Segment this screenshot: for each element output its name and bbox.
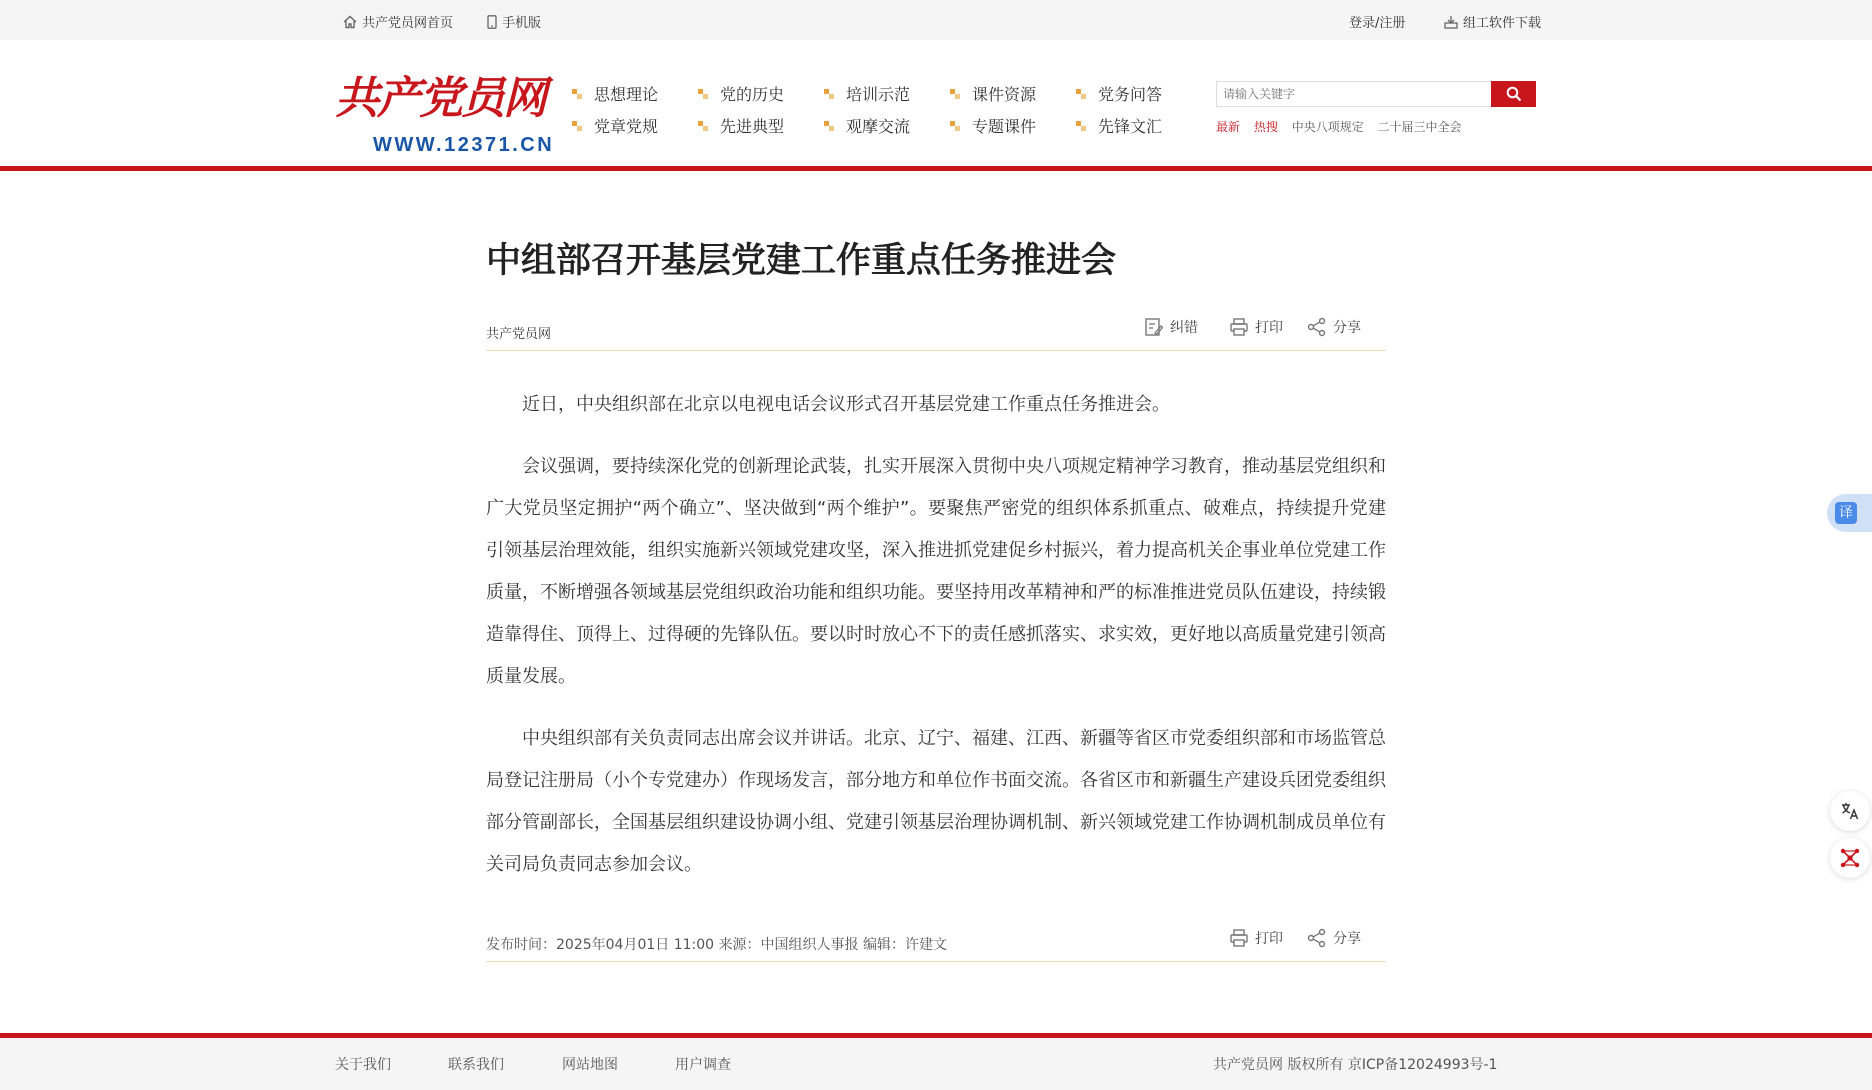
- nav-item-history[interactable]: 党的历史: [698, 82, 784, 105]
- nav-item-models[interactable]: 先进典型: [698, 114, 784, 137]
- translate-label: 译: [1835, 502, 1857, 524]
- printer-icon: [1229, 928, 1249, 948]
- publish-info: 发布时间：2025年04月01日 11:00 来源：中国组织人事报 编辑：许建文: [486, 937, 947, 953]
- share-button-bottom[interactable]: [1307, 928, 1361, 948]
- top-bar: [0, 0, 1872, 40]
- mobile-link-label: 手机版: [502, 16, 542, 31]
- article-source: 共产党员网: [486, 327, 552, 342]
- nav-bullet-icon: [698, 121, 708, 131]
- search-input[interactable]: [1216, 81, 1492, 107]
- print-label: 打印: [1255, 931, 1283, 947]
- nav-bullet-icon: [1076, 121, 1086, 131]
- print-label: 打印: [1255, 320, 1283, 336]
- mobile-link[interactable]: [487, 12, 541, 31]
- hotword-latest[interactable]: 最新: [1216, 120, 1241, 134]
- footer-link-sitemap[interactable]: 网站地图: [562, 1057, 618, 1073]
- copyright: 共产党员网 版权所有 京ICP备12024993号-1: [1213, 1057, 1498, 1073]
- hotword-eight-rules[interactable]: 中央八项规定: [1291, 120, 1364, 134]
- print-button[interactable]: [1229, 317, 1283, 337]
- nav-bullet-icon: [950, 89, 960, 99]
- home-link-label: 共产党员网首页: [362, 16, 454, 31]
- top-bar-inner: [335, 0, 1542, 40]
- share-label: 分享: [1333, 320, 1361, 336]
- nav-item-literature[interactable]: 先锋文汇: [1076, 114, 1162, 137]
- article-paragraph: 会议强调，要持续深化党的创新理论武装，扎实开展深入贯彻中央八项规定精神学习教育，推动基层党组织和广大党员坚定拥护“两个确立”、坚决做到“两个维护”。要聚焦严密党的组织体系抓重点、破难点，持续提升党建引领基层治理效能，组织实施新兴领域党建攻坚，深入推进抓党建促乡村振兴，着力提高机关企事业单位党建工作质量，不断增强各领域基层党组织政治功能和组织功能。要坚持用改革精神和严的标准推进党员队伍建设，持续锻造靠得住、顶得上、过得硬的先锋队伍。要以时时放心不下的责任感抓落实、求实效，更好地以高质量党建引领高质量发展。: [486, 456, 1386, 687]
- hot-words: [1216, 118, 1472, 135]
- article-paragraph: 中央组织部有关负责同志出席会议并讲话。北京、辽宁、福建、江西、新疆等省区市党委组织部和市场监管总局登记注册局（小个专党建办）作现场发言，部分地方和单位作书面交流。各省区市和新疆生产建设兵团党委组织部分管副部长，全国基层组织建设协调小组、党建引领基层治理协调机制、新兴领域党建工作协调机制成员单位有关司局负责同志参加会议。: [486, 728, 1386, 875]
- nav-bullet-icon: [698, 89, 708, 99]
- footer-link-about[interactable]: 关于我们: [335, 1057, 391, 1073]
- nav-item-regulations[interactable]: 党章党规: [572, 114, 658, 137]
- correct-button[interactable]: [1144, 317, 1198, 337]
- network-button[interactable]: [1830, 838, 1870, 878]
- footer-link-survey[interactable]: 用户调查: [675, 1057, 731, 1073]
- translate-tab[interactable]: [1827, 494, 1872, 532]
- download-link-label: 组工软件下载: [1463, 16, 1542, 31]
- logo-chinese: 共产党员网: [335, 73, 545, 124]
- mobile-icon: [487, 15, 497, 29]
- footer: [0, 1038, 1872, 1090]
- footer-link-contact[interactable]: 联系我们: [448, 1057, 504, 1073]
- hotword-hot[interactable]: 热搜: [1253, 120, 1278, 134]
- search-box: [1216, 81, 1536, 107]
- nav-item-training[interactable]: 培训示范: [824, 82, 910, 105]
- article-title: 中组部召开基层党建工作重点任务推进会: [486, 241, 1117, 281]
- nav-item-exchange[interactable]: 观摩交流: [824, 114, 910, 137]
- hotword-third-plenum[interactable]: 二十届三中全会: [1377, 120, 1462, 134]
- nav-item-qa[interactable]: 党务问答: [1076, 82, 1162, 105]
- search-button[interactable]: [1491, 81, 1536, 107]
- nav-bullet-icon: [572, 121, 582, 131]
- language-button[interactable]: [1830, 791, 1870, 831]
- share-button[interactable]: [1307, 317, 1361, 337]
- network-icon: [1839, 847, 1861, 869]
- logo-english: WWW.12371.CN: [373, 134, 555, 156]
- correct-label: 纠错: [1170, 320, 1198, 336]
- print-button-bottom[interactable]: [1229, 928, 1283, 948]
- article-paragraph: 近日，中央组织部在北京以电视电话会议形式召开基层党建工作重点任务推进会。: [522, 394, 1170, 415]
- nav-bullet-icon: [950, 121, 960, 131]
- nav-bullet-icon: [824, 89, 834, 99]
- nav-item-topics[interactable]: 专题课件: [950, 114, 1036, 137]
- header-divider: [0, 166, 1872, 171]
- login-link[interactable]: [1349, 12, 1405, 31]
- download-icon: [1444, 15, 1458, 29]
- printer-icon: [1229, 317, 1249, 337]
- nav-item-theory[interactable]: 思想理论: [572, 82, 658, 105]
- share-icon: [1307, 317, 1327, 337]
- share-icon: [1307, 928, 1327, 948]
- header: [0, 40, 1872, 166]
- download-link[interactable]: [1444, 12, 1541, 31]
- home-link[interactable]: [343, 12, 453, 31]
- article-footer-meta: [486, 926, 1386, 962]
- article-meta-bar: [486, 315, 1386, 351]
- language-icon: [1840, 801, 1860, 821]
- nav-bullet-icon: [572, 89, 582, 99]
- nav-bullet-icon: [1076, 89, 1086, 99]
- login-link-label: 登录/注册: [1349, 16, 1406, 31]
- edit-icon: [1144, 317, 1164, 337]
- nav-item-courseware[interactable]: 课件资源: [950, 82, 1036, 105]
- home-icon: [343, 15, 357, 29]
- nav-bullet-icon: [824, 121, 834, 131]
- article-body: [486, 384, 1386, 906]
- site-logo[interactable]: [335, 62, 555, 156]
- search-icon: [1506, 86, 1522, 102]
- share-label: 分享: [1333, 931, 1361, 947]
